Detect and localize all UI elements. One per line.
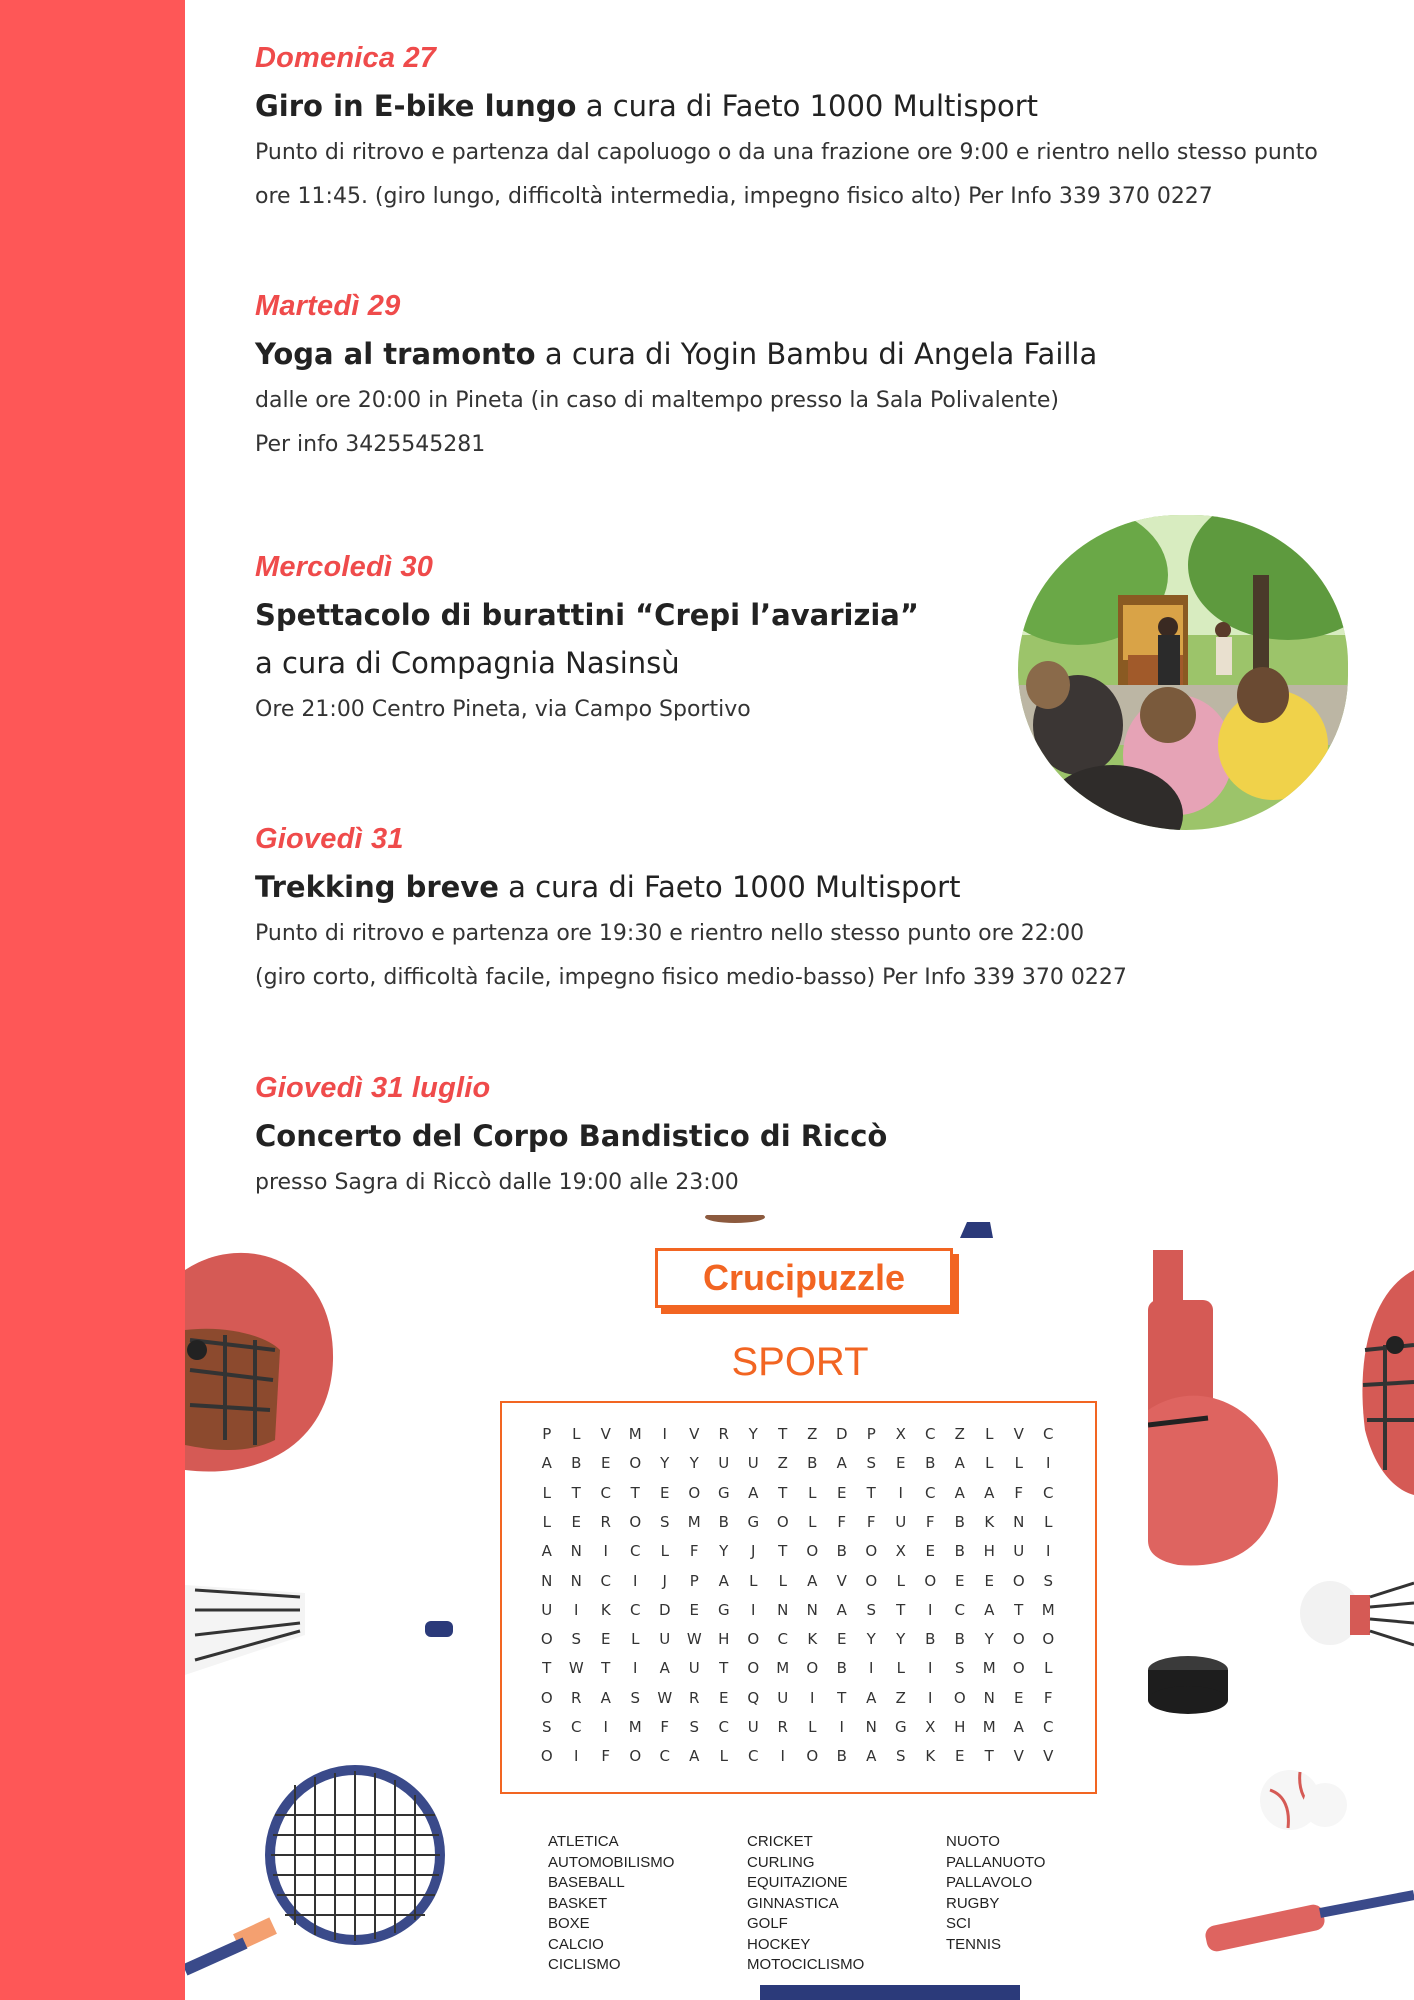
grid-letter: O — [1012, 1659, 1025, 1678]
grid-letter: I — [810, 1688, 815, 1707]
event-day: Domenica 27 — [255, 42, 437, 74]
event-day: Giovedì 31 luglio — [255, 1072, 491, 1104]
word-list-item: TENNIS — [946, 1935, 1002, 1953]
grid-letter: D — [835, 1425, 848, 1443]
grid-letter: L — [808, 1483, 817, 1502]
word-list-item: CICLISMO — [548, 1956, 621, 1973]
event-title: Spettacolo di burattini “Crepi l’avarizia” — [255, 598, 919, 632]
grid-letter: O — [629, 1747, 642, 1766]
grid-letter: I — [751, 1600, 756, 1619]
grid-letter: B — [718, 1512, 729, 1531]
grid-letter: L — [542, 1512, 551, 1531]
red-sidebar — [0, 0, 185, 2000]
grid-letter: O — [540, 1630, 553, 1649]
word-list-item: AUTOMOBILISMO — [548, 1853, 675, 1871]
grid-letter: B — [954, 1512, 965, 1531]
event-day: Mercoledì 30 — [255, 551, 434, 583]
grid-letter: T — [778, 1542, 788, 1561]
grid-row — [532, 1718, 1063, 1736]
grid-letter: N — [541, 1571, 553, 1590]
grid-letter: N — [806, 1600, 818, 1619]
grid-letter: D — [658, 1600, 671, 1619]
grid-letter: C — [659, 1747, 670, 1766]
grid-letter: A — [718, 1571, 729, 1590]
grid-letter: L — [542, 1483, 551, 1502]
grid-letter: L — [572, 1425, 581, 1443]
grid-letter: E — [955, 1571, 965, 1590]
event-detail-line: (giro corto, difficoltà facile, impegno fisico medio-basso) Per Info 339 370 0227 — [255, 965, 1127, 990]
grid-letter: S — [954, 1659, 965, 1678]
grid-letter: Y — [896, 1630, 906, 1649]
grid-letter: E — [925, 1542, 935, 1561]
grid-letter: S — [866, 1454, 877, 1473]
grid-letter: S — [630, 1688, 641, 1707]
event-day: Giovedì 31 — [255, 823, 404, 855]
grid-letter: U — [777, 1688, 789, 1707]
grid-letter: O — [1012, 1571, 1025, 1590]
grid-letter: E — [601, 1454, 611, 1473]
grid-row — [532, 1601, 1063, 1619]
grid-letter: B — [836, 1542, 847, 1561]
grid-letter: I — [633, 1659, 638, 1678]
grid-letter: B — [836, 1747, 847, 1766]
boxing-glove-icon — [1148, 1250, 1283, 1570]
grid-letter: I — [633, 1571, 638, 1590]
grid-letter: S — [689, 1718, 700, 1736]
word-list-item: BOXE — [548, 1915, 590, 1932]
word-list-item: RUGBY — [946, 1894, 1000, 1912]
grid-letter: C — [954, 1600, 965, 1619]
grid-letter: R — [600, 1512, 611, 1531]
grid-letter: X — [895, 1425, 906, 1443]
event-detail-line: Per info 3425545281 — [255, 432, 486, 457]
grid-letter: M — [1041, 1600, 1055, 1619]
grid-letter: L — [719, 1747, 728, 1766]
grid-letter: U — [659, 1630, 671, 1649]
grid-letter: G — [747, 1512, 760, 1531]
grid-letter: V — [836, 1571, 847, 1590]
grid-letter: Z — [954, 1425, 965, 1443]
grid-letter: P — [542, 1425, 552, 1443]
grid-letter: L — [985, 1454, 994, 1473]
grid-row — [532, 1572, 1063, 1590]
hockey-puck-icon — [1148, 1650, 1230, 1720]
football-helmet-icon — [185, 1240, 335, 1500]
grid-letter: F — [1043, 1688, 1053, 1707]
event-detail-line: presso Sagra di Riccò dalle 19:00 alle 23:00 — [255, 1170, 739, 1195]
grid-letter: T — [630, 1483, 640, 1502]
grid-letter: L — [985, 1425, 994, 1443]
grid-letter: H — [718, 1630, 730, 1649]
grid-letter: A — [600, 1688, 611, 1707]
grid-row — [532, 1630, 1063, 1648]
grid-letter: A — [866, 1747, 877, 1766]
grid-letter: I — [662, 1425, 667, 1443]
grid-letter: L — [660, 1542, 669, 1561]
grid-letter: C — [630, 1600, 641, 1619]
grid-letter: N — [570, 1542, 582, 1561]
racket-handle-icon — [1200, 1880, 1414, 1960]
word-list-item: CURLING — [747, 1853, 815, 1871]
event-detail-line: Ore 21:00 Centro Pineta, via Campo Sportivo — [255, 697, 751, 722]
grid-letter: L — [631, 1630, 640, 1649]
grid-letter: H — [954, 1718, 966, 1736]
grid-letter: C — [925, 1483, 936, 1502]
grid-letter: V — [600, 1425, 611, 1443]
word-list-item: HOCKEY — [747, 1935, 811, 1953]
word-list-item: GOLF — [747, 1915, 788, 1932]
grid-letter: L — [896, 1571, 905, 1590]
grid-letter: I — [574, 1600, 579, 1619]
word-list-item: EQUITAZIONE — [747, 1874, 848, 1891]
grid-letter: I — [574, 1747, 579, 1766]
grid-letter: T — [1014, 1600, 1024, 1619]
racket-icon — [185, 1755, 455, 2000]
grid-letter: T — [896, 1600, 906, 1619]
grid-letter: A — [984, 1600, 995, 1619]
grid-letter: I — [928, 1659, 933, 1678]
grid-letter: H — [983, 1542, 995, 1561]
grid-letter: I — [928, 1600, 933, 1619]
grid-letter: X — [925, 1718, 936, 1736]
grid-letter: C — [1043, 1425, 1054, 1443]
grid-row — [532, 1454, 1063, 1472]
word-list-item: GINNASTICA — [747, 1894, 839, 1912]
grid-letter: O — [629, 1454, 642, 1473]
grid-letter: R — [777, 1718, 788, 1736]
grid-letter: O — [747, 1659, 760, 1678]
grid-letter: O — [924, 1571, 937, 1590]
grid-letter: O — [865, 1571, 878, 1590]
grid-letter: K — [925, 1747, 936, 1766]
grid-letter: O — [747, 1630, 760, 1649]
grid-letter: R — [689, 1688, 700, 1707]
grid-letter: C — [748, 1747, 759, 1766]
grid-letter: I — [928, 1688, 933, 1707]
grid-letter: Q — [747, 1688, 760, 1707]
grid-letter: S — [659, 1512, 670, 1531]
grid-letter: U — [1013, 1542, 1025, 1561]
grid-letter: S — [1043, 1571, 1054, 1590]
event-giovedi-31 — [255, 823, 1127, 1000]
event-domenica-27 — [255, 42, 1318, 219]
grid-letter: M — [982, 1718, 996, 1736]
word-list-item: CALCIO — [548, 1935, 604, 1953]
event-title: Trekking breve a cura di Faeto 1000 Multisport — [255, 870, 961, 904]
grid-letter: F — [660, 1718, 670, 1736]
shuttlecock-right-icon — [1300, 1575, 1414, 1650]
grid-letter: J — [751, 1542, 756, 1561]
grid-letter: W — [568, 1659, 584, 1678]
grid-letter: U — [688, 1659, 700, 1678]
event-detail-line: ore 11:45. (giro lungo, difficoltà intermedia, impegno fisico alto) Per Info 339 370 0227 — [255, 184, 1213, 209]
grid-letter: B — [836, 1659, 847, 1678]
grid-letter: X — [895, 1542, 906, 1561]
event-giovedi-31-luglio — [255, 1072, 887, 1205]
grid-letter: S — [571, 1630, 582, 1649]
grid-letter: T — [719, 1659, 729, 1678]
grid-letter: O — [1042, 1630, 1055, 1649]
grid-letter: A — [984, 1483, 995, 1502]
grid-letter: C — [1043, 1718, 1054, 1736]
brown-piece-icon — [700, 1215, 770, 1225]
grid-letter: E — [984, 1571, 994, 1590]
grid-letter: E — [660, 1483, 670, 1502]
grid-letter: Y — [660, 1454, 670, 1473]
grid-row — [532, 1747, 1063, 1765]
grid-letter: F — [689, 1542, 699, 1561]
grid-row — [532, 1689, 1063, 1707]
grid-letter: E — [571, 1512, 581, 1531]
grid-letter: Z — [895, 1688, 906, 1707]
grid-letter: T — [571, 1483, 581, 1502]
grid-letter: C — [777, 1630, 788, 1649]
grid-row — [532, 1513, 1063, 1531]
grid-letter: O — [806, 1659, 819, 1678]
grid-letter: A — [954, 1483, 965, 1502]
grid-letter: A — [748, 1483, 759, 1502]
grid-letter: A — [659, 1659, 670, 1678]
grid-letter: A — [836, 1600, 847, 1619]
grid-letter: R — [571, 1688, 582, 1707]
grid-letter: F — [866, 1512, 876, 1531]
grid-letter: L — [1044, 1512, 1053, 1531]
event-title: Yoga al tramonto a cura di Yogin Bambu di Angela Failla — [255, 337, 1098, 371]
grid-letter: C — [600, 1483, 611, 1502]
grid-letter: O — [1012, 1630, 1025, 1649]
grid-letter: B — [807, 1454, 818, 1473]
grid-letter: I — [839, 1718, 844, 1736]
grid-letter: E — [955, 1747, 965, 1766]
event-martedi-29 — [255, 290, 1097, 467]
grid-letter: O — [776, 1512, 789, 1531]
grid-letter: L — [808, 1512, 817, 1531]
grid-letter: Y — [748, 1425, 758, 1443]
event-subtitle: a cura di Compagnia Nasinsù — [255, 646, 680, 680]
grid-letter: O — [688, 1483, 701, 1502]
event-detail-line: Punto di ritrovo e partenza ore 19:30 e rientro nello stesso punto ore 22:00 — [255, 921, 1085, 946]
grid-letter: T — [866, 1483, 876, 1502]
grid-row — [532, 1542, 1063, 1560]
grid-letter: O — [629, 1512, 642, 1531]
grid-letter: O — [953, 1688, 966, 1707]
grid-letter: C — [718, 1718, 729, 1736]
grid-letter: O — [540, 1688, 553, 1707]
grid-letter: U — [747, 1454, 759, 1473]
word-list-item: PALLANUOTO — [946, 1853, 1046, 1871]
grid-letter: E — [719, 1688, 729, 1707]
grid-letter: G — [894, 1718, 907, 1736]
grid-letter: I — [869, 1659, 874, 1678]
grid-letter: Y — [719, 1542, 729, 1561]
grid-letter: L — [896, 1659, 905, 1678]
grid-letter: M — [628, 1718, 642, 1736]
word-list-item: NUOTO — [946, 1833, 1000, 1850]
grid-letter: U — [747, 1718, 759, 1736]
event-day: Martedì 29 — [255, 290, 401, 322]
grid-letter: C — [571, 1718, 582, 1736]
grid-letter: F — [837, 1512, 847, 1531]
grid-letter: L — [778, 1571, 787, 1590]
grid-row — [532, 1425, 1063, 1443]
grid-letter: P — [689, 1571, 699, 1590]
grid-letter: B — [925, 1454, 936, 1473]
grid-letter: I — [1046, 1542, 1051, 1561]
grid-letter: E — [896, 1454, 906, 1473]
grid-letter: E — [601, 1630, 611, 1649]
word-list-item: PALLAVOLO — [946, 1874, 1033, 1891]
word-list-item: BASKET — [548, 1894, 608, 1912]
grid-letter: M — [628, 1425, 642, 1443]
grid-letter: I — [603, 1542, 608, 1561]
word-list-item: SCI — [946, 1915, 972, 1932]
grid-letter: F — [1014, 1483, 1024, 1502]
event-detail-line: dalle ore 20:00 in Pineta (in caso di maltempo presso la Sala Polivalente) — [255, 388, 1059, 413]
grid-letter: Y — [866, 1630, 876, 1649]
word-list-item: CRICKET — [747, 1833, 813, 1850]
event-mercoledi-30 — [255, 551, 919, 732]
grid-letter: T — [837, 1688, 847, 1707]
grid-letter: E — [689, 1600, 699, 1619]
grid-letter: B — [954, 1542, 965, 1561]
grid-letter: C — [600, 1571, 611, 1590]
grid-letter: O — [865, 1542, 878, 1561]
puppet-show-photo — [1018, 515, 1348, 830]
grid-letter: A — [807, 1571, 818, 1590]
grid-letter: K — [984, 1512, 995, 1531]
grid-letter: S — [895, 1747, 906, 1766]
word-list-col-3 — [946, 1832, 1045, 1955]
grid-letter: A — [541, 1542, 552, 1561]
grid-letter: Y — [984, 1630, 994, 1649]
grid-letter: V — [689, 1425, 700, 1443]
grid-letter: I — [1046, 1454, 1051, 1473]
grid-letter: N — [1013, 1512, 1025, 1531]
word-list-col-1 — [548, 1832, 674, 1976]
grid-letter: V — [1013, 1747, 1024, 1766]
grid-letter: A — [836, 1454, 847, 1473]
grid-letter: N — [570, 1571, 582, 1590]
event-detail-line: Punto di ritrovo e partenza dal capoluogo o da una frazione ore 9:00 e rientro nello stesso punto — [255, 140, 1318, 165]
shuttlecock-icon — [185, 1565, 325, 1705]
grid-letter: B — [925, 1630, 936, 1649]
grid-letter: I — [603, 1718, 608, 1736]
grid-letter: T — [778, 1483, 788, 1502]
grid-letter: I — [898, 1483, 903, 1502]
grid-letter: A — [541, 1454, 552, 1473]
grid-letter: V — [1013, 1425, 1024, 1443]
grid-letter: N — [865, 1718, 877, 1736]
grid-letter: V — [1043, 1747, 1054, 1766]
crucipuzzle-badge: Crucipuzzle — [655, 1248, 953, 1308]
grid-letter: Z — [807, 1425, 818, 1443]
grid-letter: O — [806, 1542, 819, 1561]
baseball-icon — [1250, 1750, 1350, 1850]
grid-letter: M — [776, 1659, 790, 1678]
grid-letter: A — [866, 1688, 877, 1707]
grid-letter: P — [866, 1425, 876, 1443]
grid-letter: E — [837, 1630, 847, 1649]
grid-letter: M — [687, 1512, 701, 1531]
grid-letter: C — [1043, 1483, 1054, 1502]
event-title: Concerto del Corpo Bandistico di Riccò — [255, 1119, 888, 1153]
grid-letter: T — [984, 1747, 994, 1766]
grid-letter: O — [540, 1747, 553, 1766]
grid-letter: T — [542, 1659, 552, 1678]
grid-letter: A — [1013, 1718, 1024, 1736]
event-title: Giro in E-bike lungo a cura di Faeto 1000 Multisport — [255, 89, 1039, 123]
grid-letter: B — [571, 1454, 582, 1473]
grid-letter: N — [983, 1688, 995, 1707]
grid-letter: U — [718, 1454, 730, 1473]
grid-letter: S — [866, 1600, 877, 1619]
grid-letter: C — [925, 1425, 936, 1443]
grid-letter: U — [541, 1600, 553, 1619]
grid-letter: A — [954, 1454, 965, 1473]
grid-letter: E — [1014, 1688, 1024, 1707]
grid-letter: F — [925, 1512, 935, 1531]
grid-letter: J — [662, 1571, 667, 1590]
grid-letter: I — [780, 1747, 785, 1766]
blue-grip-icon — [425, 1618, 455, 1640]
grid-letter: L — [1014, 1454, 1023, 1473]
grid-letter: S — [541, 1718, 552, 1736]
word-list-item: MOTOCICLISMO — [747, 1956, 865, 1973]
grid-letter: E — [837, 1483, 847, 1502]
word-list-item: BASEBALL — [548, 1874, 625, 1891]
grid-letter: T — [778, 1425, 788, 1443]
grid-letter: B — [954, 1630, 965, 1649]
grid-letter: G — [717, 1483, 730, 1502]
grid-letter: W — [686, 1630, 702, 1649]
word-list-col-2 — [747, 1832, 864, 1976]
grid-letter: L — [1044, 1659, 1053, 1678]
grid-letter: Z — [777, 1454, 788, 1473]
blue-piece-icon — [955, 1220, 995, 1240]
grid-letter: R — [718, 1425, 729, 1443]
grid-letter: M — [982, 1659, 996, 1678]
grid-letter: F — [601, 1747, 611, 1766]
grid-letter: G — [717, 1600, 730, 1619]
grid-letter: A — [689, 1747, 700, 1766]
grid-row — [532, 1659, 1063, 1677]
grid-letter: L — [808, 1718, 817, 1736]
grid-letter: W — [657, 1688, 673, 1707]
grid-letter: N — [777, 1600, 789, 1619]
grid-letter: K — [807, 1630, 818, 1649]
grid-letter: L — [749, 1571, 758, 1590]
grid-letter: K — [600, 1600, 611, 1619]
grid-row — [532, 1484, 1063, 1502]
grid-letter: C — [630, 1542, 641, 1561]
word-search-grid — [500, 1401, 1097, 1794]
bottom-blue-bar — [760, 1985, 1020, 2000]
grid-letter: Y — [689, 1454, 699, 1473]
puzzle-heading: SPORT — [731, 1340, 869, 1384]
football-helmet-right-icon — [1355, 1270, 1414, 1500]
word-list-item: ATLETICA — [548, 1833, 619, 1850]
grid-letter: O — [806, 1747, 819, 1766]
grid-letter: T — [601, 1659, 611, 1678]
grid-letter: U — [895, 1512, 907, 1531]
